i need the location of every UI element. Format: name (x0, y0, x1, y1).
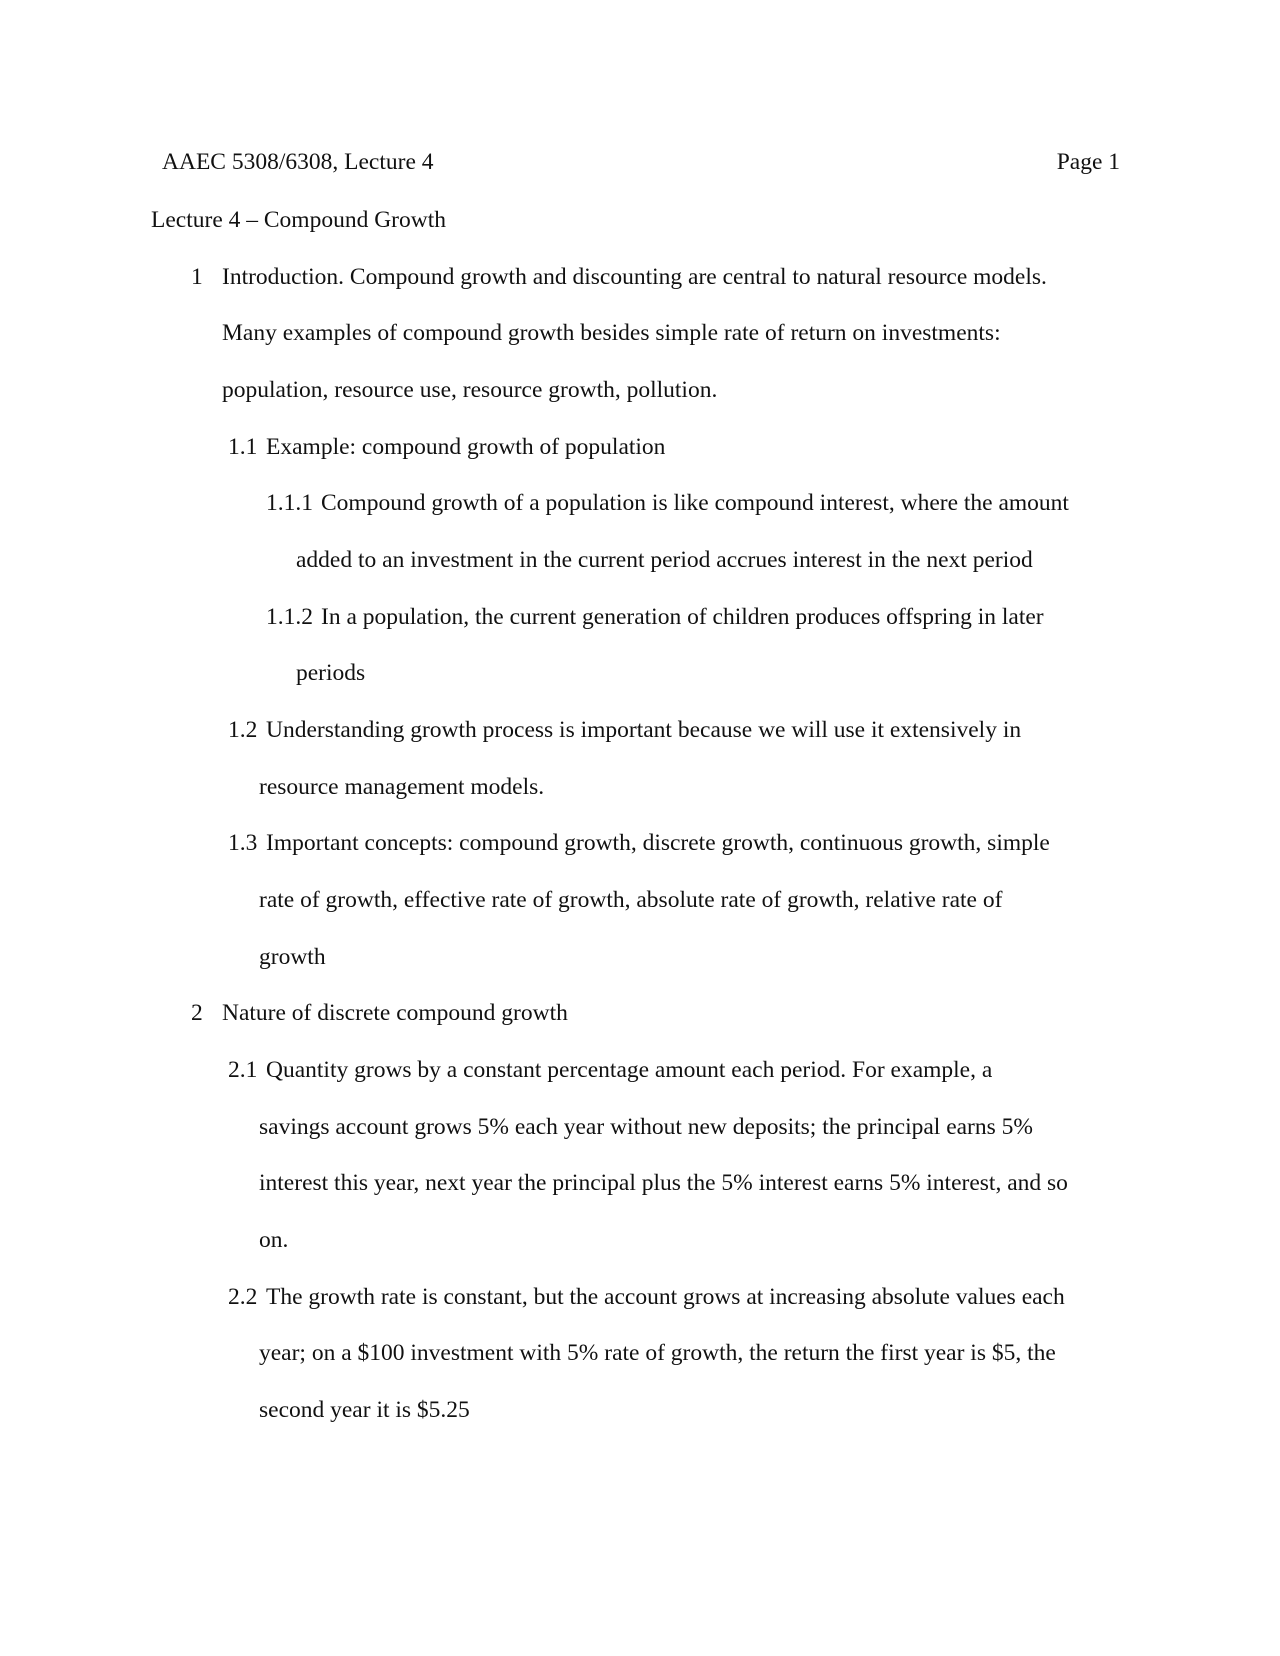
section-line: periods (296, 660, 366, 686)
section-line: year; on a $100 investment with 5% rate of growth, the return the first year is $5, the (259, 1340, 1056, 1366)
section-line: Introduction. Compound growth and discounting are central to natural resource models. (222, 264, 1047, 290)
section-line: Nature of discrete compound growth (222, 1000, 568, 1026)
section-line: Example: compound growth of population (266, 434, 666, 460)
section-number: 2.1 (228, 1057, 258, 1083)
section-number: 1.2 (228, 717, 258, 743)
header-page-number: Page 1 (1056, 149, 1120, 175)
section-number: 1.1.2 (266, 604, 313, 630)
lecture-title: Lecture 4 – Compound Growth (151, 207, 447, 233)
section-line: In a population, the current generation of children produces offspring in later (321, 604, 1044, 630)
section-line: Many examples of compound growth besides simple rate of return on investments: (222, 320, 1001, 346)
section-line: savings account grows 5% each year without new deposits; the principal earns 5% (259, 1114, 1033, 1140)
section-line: resource management models. (259, 774, 545, 800)
header-course: AAEC 5308/6308, Lecture 4 (162, 149, 434, 175)
section-line: The growth rate is constant, but the account grows at increasing absolute values each (266, 1284, 1065, 1310)
section-line: Compound growth of a population is like compound interest, where the amount (321, 490, 1069, 516)
section-number: 1 (191, 264, 203, 290)
section-number: 1.1.1 (266, 490, 313, 516)
section-number: 2.2 (228, 1284, 258, 1310)
section-number: 1.1 (228, 434, 258, 460)
section-line: added to an investment in the current period accrues interest in the next period (296, 547, 1033, 573)
section-number: 1.3 (228, 830, 258, 856)
section-line: interest this year, next year the principal plus the 5% interest earns 5% interest, and so (259, 1170, 1068, 1196)
section-line: second year it is $5.25 (259, 1397, 470, 1423)
section-line: population, resource use, resource growth, pollution. (222, 377, 718, 403)
section-line: growth (259, 944, 326, 970)
section-line: Important concepts: compound growth, discrete growth, continuous growth, simple (266, 830, 1050, 856)
section-line: rate of growth, effective rate of growth, absolute rate of growth, relative rate of (259, 887, 1003, 913)
section-line: Understanding growth process is important because we will use it extensively in (266, 717, 1022, 743)
section-number: 2 (191, 1000, 203, 1026)
section-line: Quantity grows by a constant percentage amount each period. For example, a (266, 1057, 993, 1083)
section-line: on. (259, 1227, 289, 1253)
